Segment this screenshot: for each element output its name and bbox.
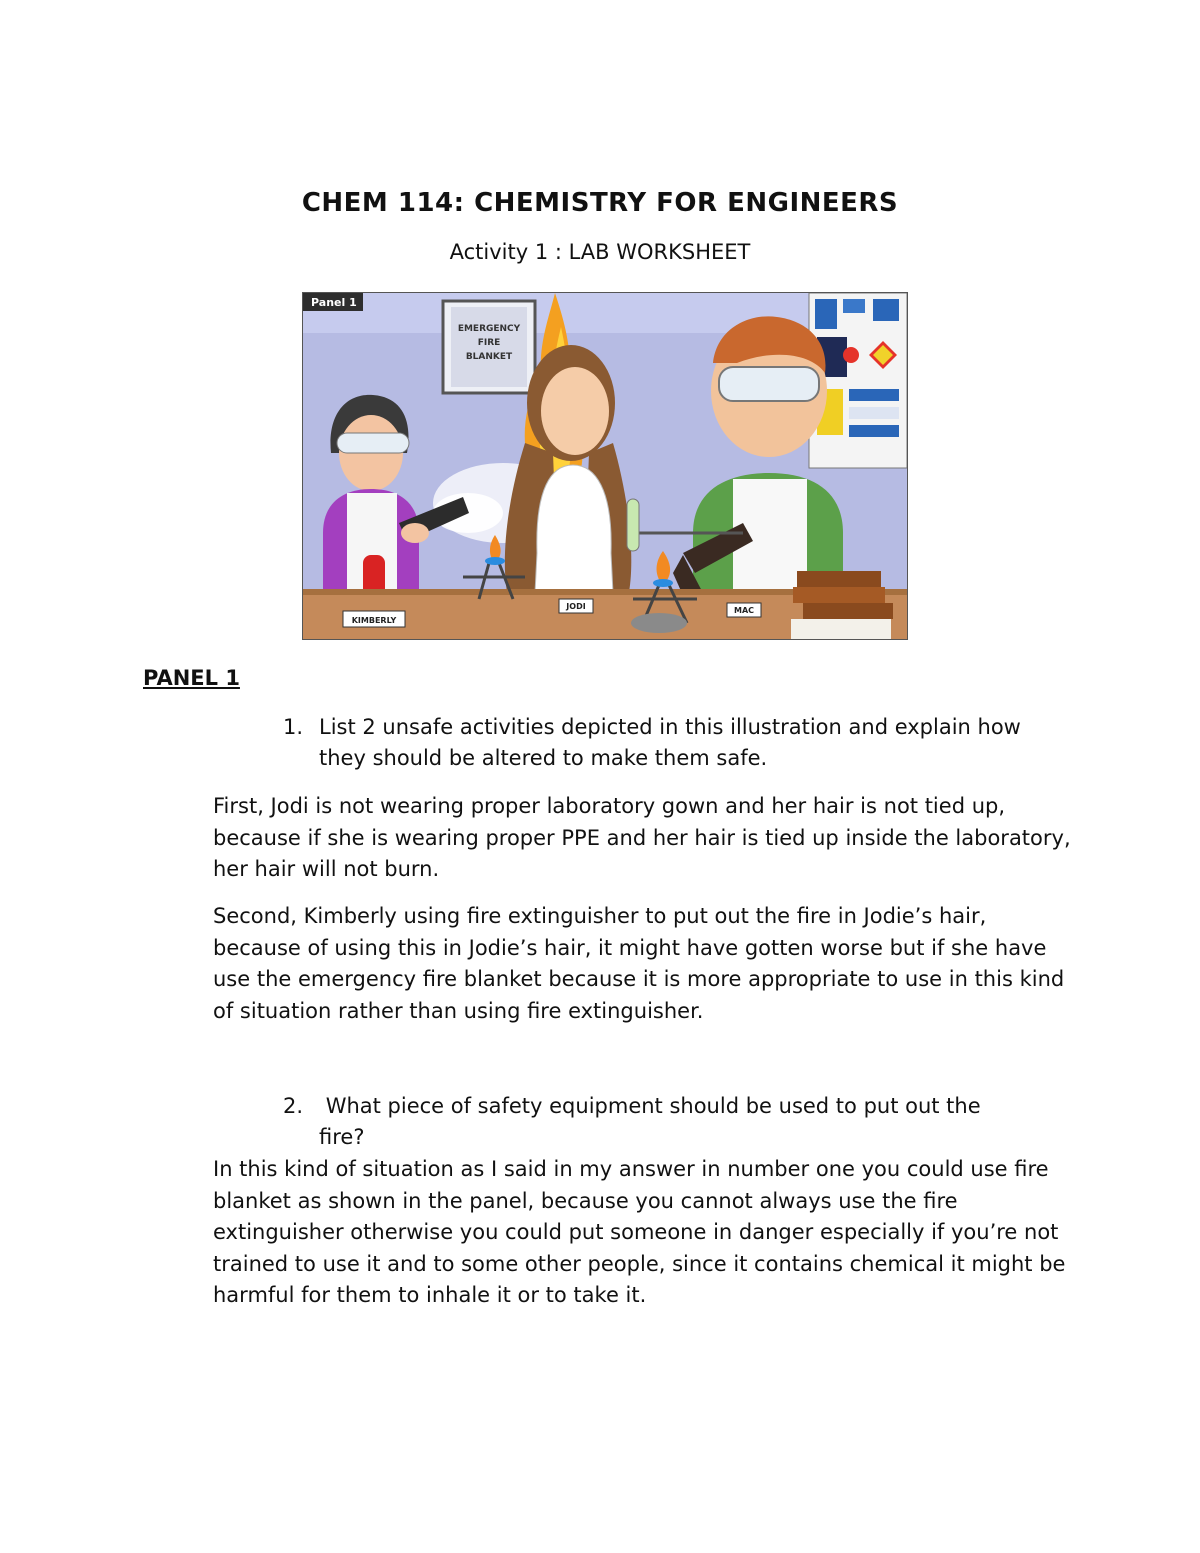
answer-1-paragraph-1: First, Jodi is not wearing proper laboratory gown and her hair is not tied up, because if she is wearing proper PPE and her hair is tied up inside the laboratory, her hair will not burn.	[213, 794, 1071, 881]
fire-blanket-sign	[443, 301, 535, 393]
label-kimberly	[343, 611, 405, 627]
label-mac-text: MAC	[733, 606, 755, 615]
document-subtitle: Activity 1 : LAB WORKSHEET	[449, 240, 751, 264]
question-1-number: 1.	[283, 715, 304, 739]
label-mac	[727, 603, 761, 617]
panel-tag: Panel 1	[311, 296, 357, 309]
lab-safety-illustration	[302, 292, 908, 640]
illustration-svg	[303, 293, 907, 639]
answer-2-paragraph-1: In this kind of situation as I said in my answer in number one you could use fire blanket as shown in the panel, because you cannot always use the fire extinguisher otherwise you could put someone in danger especially if you’re not trained to use it and to some other people, since it contains chemical it might be harmful for them to inhale it or to take it.	[213, 1157, 1066, 1307]
test-tube	[627, 499, 639, 551]
book-stack	[791, 571, 893, 639]
question-1	[283, 712, 1063, 774]
document-title: CHEM 114: CHEMISTRY FOR ENGINEERS	[301, 188, 899, 218]
label-jodi-text: JODI	[566, 602, 586, 611]
sign-text-line-1: EMERGENCY	[457, 324, 521, 334]
question-2	[283, 1091, 1023, 1153]
label-jodi	[559, 599, 593, 613]
question-2-text: What piece of safety equipment should be used to put out the fire?	[319, 1094, 988, 1149]
question-1-text: List 2 unsafe activities depicted in this illustration and explain how they should be altered to make them safe.	[319, 715, 1021, 770]
label-kimberly-text: KIMBERLY	[351, 616, 397, 625]
sign-text-line-2: FIRE	[477, 338, 501, 348]
section-heading: PANEL 1	[143, 666, 240, 690]
answer-1-paragraph-2: Second, Kimberly using fire extinguisher to put out the fire in Jodie’s hair, because of using this in Jodie’s hair, it might have gotten worse but if she have use the emergency fire blanket because it is more appropriate to use in this kind of situation rather than using fire extinguisher.	[213, 904, 1065, 1023]
sign-text-line-3: BLANKET	[465, 352, 513, 362]
question-2-number: 2.	[283, 1094, 304, 1118]
